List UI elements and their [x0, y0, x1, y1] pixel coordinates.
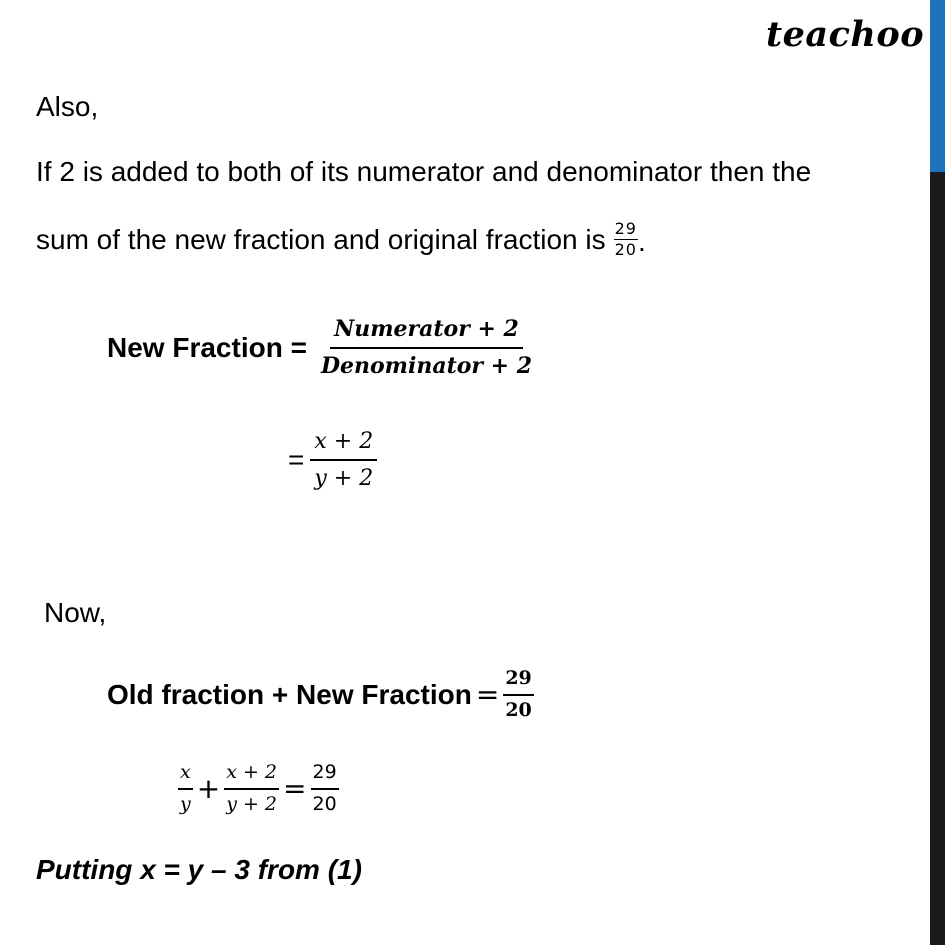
putting-step: Putting x = y – 3 from (1) — [36, 854, 362, 885]
result-numerator: 29 — [311, 762, 339, 790]
fraction-equation — [178, 762, 339, 816]
fraction-numerator: 29 — [614, 220, 638, 240]
result-denominator: 20 — [312, 792, 337, 815]
term1-denominator: y — [180, 792, 191, 815]
equals-sign: = — [475, 678, 500, 712]
fraction-denominator: 20 — [614, 240, 637, 260]
expr-denominator: y + 2 — [314, 466, 374, 492]
term2-numerator: x + 2 — [224, 762, 279, 790]
expr-numerator: x + 2 — [310, 429, 377, 461]
old-new-sum — [107, 668, 534, 722]
term1-numerator: x — [178, 762, 193, 790]
intro-line-2 — [36, 220, 646, 260]
formula-denominator: Denominator + 2 — [320, 353, 533, 380]
term2-denominator: y + 2 — [226, 792, 278, 815]
intro-line-1: If 2 is added to both of its numerator and denominator then the — [36, 156, 812, 187]
new-fraction-expression — [288, 429, 377, 492]
scrollbar-track[interactable] — [930, 0, 945, 945]
formula-numerator: Numerator + 2 — [330, 317, 523, 349]
term-x2-over-y2 — [224, 762, 279, 816]
teachoo-logo: teachoo — [766, 14, 925, 55]
equals-sign: = — [283, 772, 307, 806]
sum-result-fraction — [503, 668, 533, 722]
new-fraction-definition — [107, 317, 536, 380]
scrollbar-thumb[interactable] — [930, 0, 945, 172]
term-x-over-y — [178, 762, 193, 816]
intro-line-2-text: sum of the new fraction and original fraction is — [36, 223, 606, 255]
also-text: Also, — [36, 91, 99, 122]
now-text: Now, — [44, 597, 107, 628]
new-fraction-formula — [317, 317, 536, 380]
sum-result-denominator: 20 — [505, 698, 532, 721]
new-fraction-label: New Fraction = — [107, 332, 307, 364]
result-fraction — [311, 762, 339, 816]
fraction-29-20 — [614, 220, 638, 260]
intro-period: . — [637, 225, 646, 257]
equals-sign: = — [288, 444, 305, 476]
sum-result-numerator: 29 — [503, 668, 533, 696]
old-new-label: Old fraction + New Fraction — [107, 678, 472, 710]
new-fraction-xy — [310, 429, 377, 492]
plus-sign: + — [196, 772, 221, 806]
